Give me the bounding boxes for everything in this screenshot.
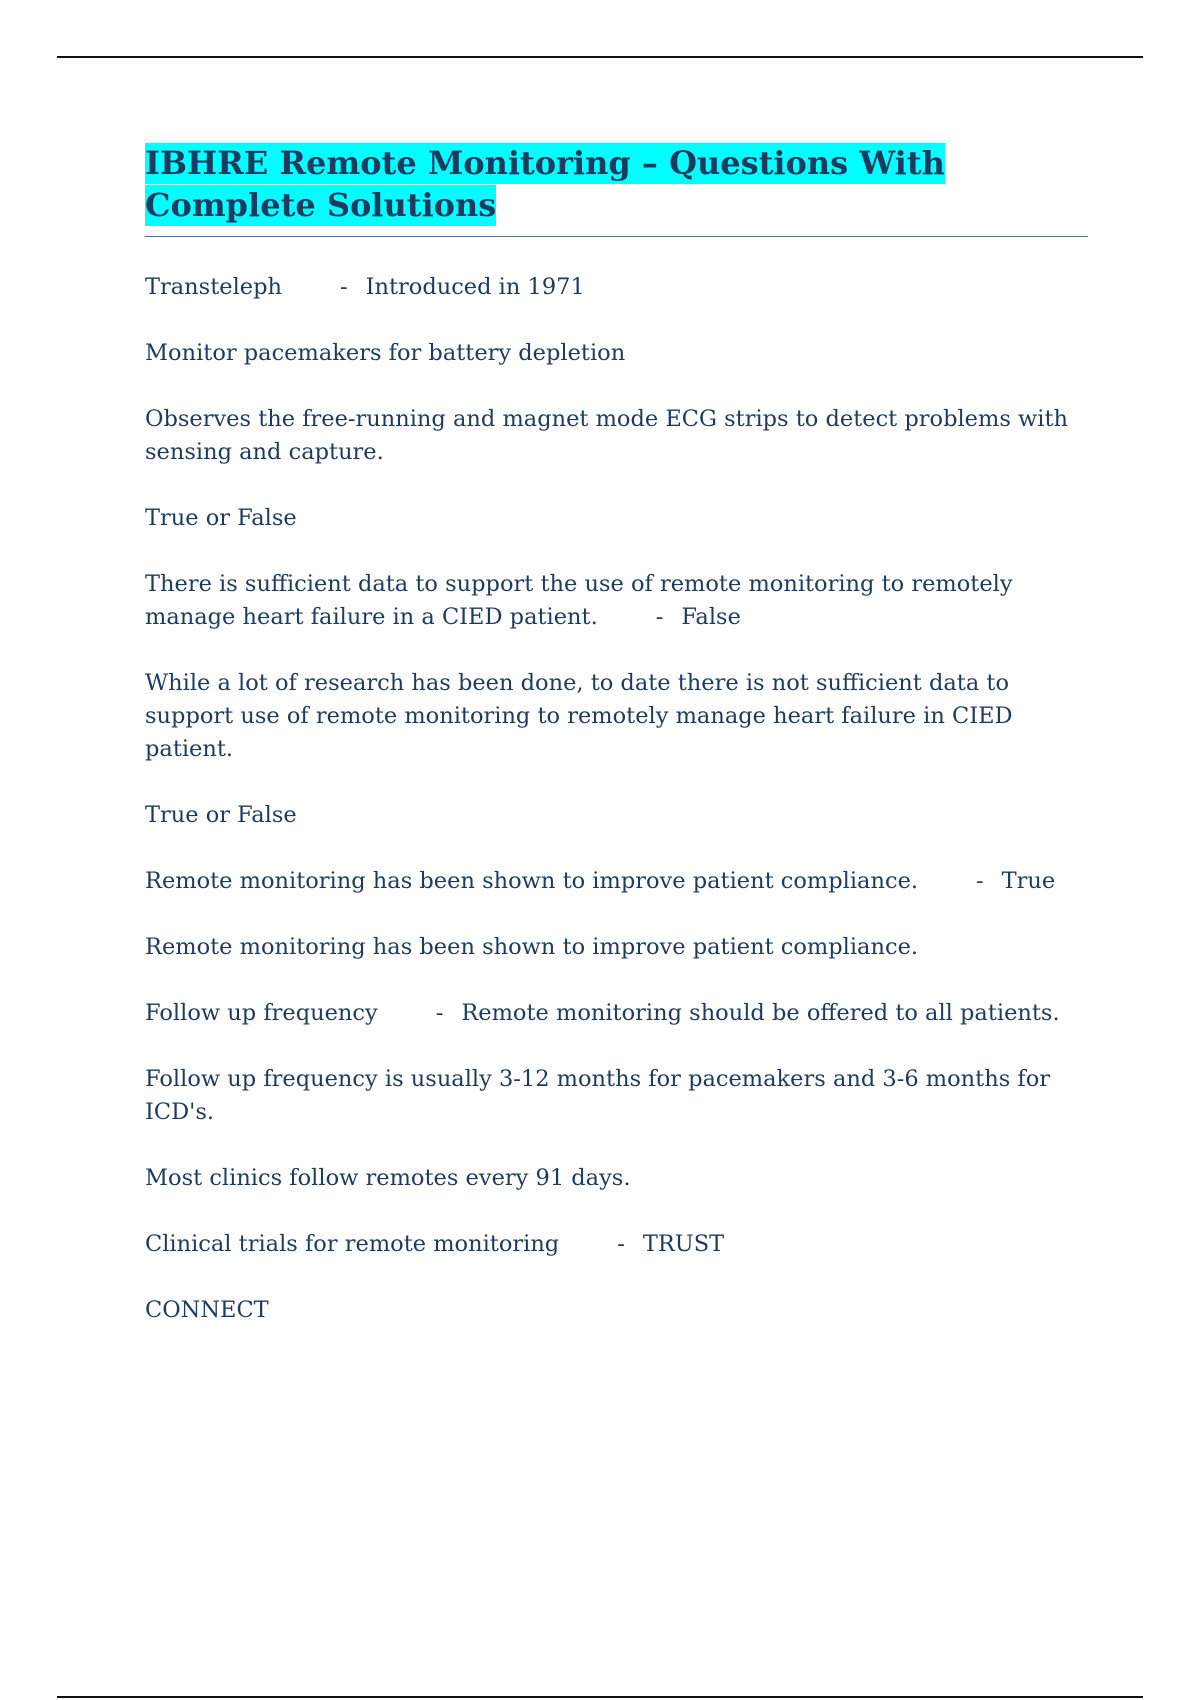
text-item: Observes the free-running and magnet mode ECG strips to detect problems with sensing and capture.	[145, 406, 1069, 465]
text-item: Monitor pacemakers for battery depletion	[145, 340, 626, 366]
title-block	[145, 142, 1088, 237]
qa-dash: -	[655, 604, 664, 630]
answer-text: Introduced in 1971	[365, 274, 585, 300]
answer-text: TRUST	[642, 1231, 725, 1257]
text-item: Follow up frequency is usually 3-12 months for pacemakers and 3-6 months for ICD's.	[145, 1066, 1051, 1125]
text-item: True or False	[145, 802, 297, 828]
qa-item	[145, 271, 1088, 304]
text-item: CONNECT	[145, 1297, 269, 1323]
qa-dash: -	[339, 274, 348, 300]
question-term: Follow up frequency	[145, 1000, 378, 1026]
qa-item	[145, 865, 1088, 898]
question-term: There is sufficient data to support the use of remote monitoring to remotely manage heart failure in a CIED patient.	[145, 571, 1013, 630]
question-term: Transteleph	[145, 274, 282, 300]
qa-dash: -	[617, 1231, 625, 1257]
qa-item	[145, 568, 1088, 634]
question-term: Remote monitoring has been shown to improve patient compliance.	[145, 868, 919, 894]
qa-dash: -	[435, 1000, 444, 1026]
document-body	[145, 142, 1088, 1360]
qa-dash: -	[976, 868, 984, 894]
question-term: Clinical trials for remote monitoring	[145, 1231, 560, 1257]
text-item: Most clinics follow remotes every 91 days.	[145, 1165, 631, 1191]
title-highlight: IBHRE Remote Monitoring – Questions With Complete Solutions	[145, 144, 945, 224]
text-item: While a lot of research has been done, to date there is not sufficient data to support use of remote monitoring to remotely manage heart failure in CIED patient.	[145, 670, 1013, 762]
text-item: Remote monitoring has been shown to improve patient compliance.	[145, 934, 919, 960]
qa-item	[145, 997, 1088, 1030]
answer-text: True	[1001, 868, 1056, 894]
answer-text: Remote monitoring should be offered to all patients.	[461, 1000, 1060, 1026]
answer-text: False	[681, 604, 741, 630]
footer-rule	[57, 1696, 1143, 1698]
text-item: True or False	[145, 505, 297, 531]
header-rule	[57, 56, 1143, 58]
document-title	[145, 142, 1088, 226]
qa-item	[145, 1228, 1088, 1261]
